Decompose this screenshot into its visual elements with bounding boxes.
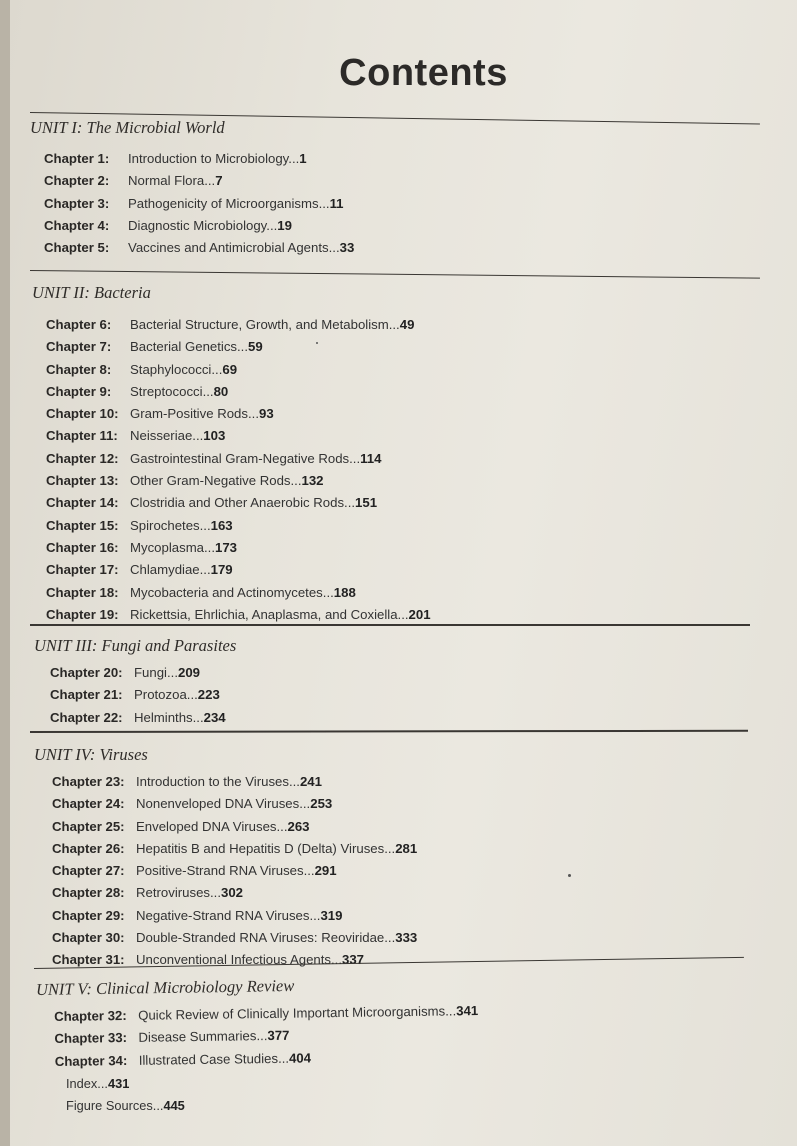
back-matter-entry[interactable] bbox=[66, 1095, 185, 1117]
chapter-title: Rickettsia, Ehrlichia, Anaplasma, and Coxiella... bbox=[130, 606, 409, 622]
chapter-number: Chapter 20: bbox=[50, 665, 123, 680]
chapter-number: Chapter 10: bbox=[46, 406, 119, 422]
chapter-number: Chapter 9: bbox=[46, 383, 112, 399]
chapter-page: 341 bbox=[456, 1003, 479, 1019]
chapter-page: 188 bbox=[333, 584, 356, 600]
chapter-number: Chapter 1: bbox=[44, 151, 110, 166]
chapter-number: Chapter 25: bbox=[52, 818, 125, 834]
chapter-number: Chapter 19: bbox=[46, 606, 119, 622]
chapter-page: 223 bbox=[197, 687, 220, 703]
chapter-number: Chapter 22: bbox=[50, 709, 123, 725]
chapter-entry[interactable] bbox=[44, 215, 354, 237]
chapter-entry[interactable] bbox=[52, 816, 417, 838]
unit-divider bbox=[30, 270, 760, 279]
chapter-title: Chlamydiae... bbox=[130, 562, 211, 578]
contents-page bbox=[10, 0, 797, 1146]
chapter-page: 69 bbox=[222, 361, 238, 377]
chapter-page: 201 bbox=[408, 606, 431, 622]
chapter-entry[interactable] bbox=[55, 1045, 479, 1073]
chapter-page: 33 bbox=[339, 240, 355, 256]
chapter-entry[interactable] bbox=[50, 707, 226, 729]
chapter-page: 114 bbox=[360, 450, 382, 466]
chapter-title: Gastrointestinal Gram-Negative Rods... bbox=[130, 450, 361, 466]
unit-divider bbox=[30, 624, 750, 626]
chapter-number: Chapter 13: bbox=[46, 473, 119, 489]
chapter-page: 151 bbox=[355, 495, 378, 511]
chapter-entry[interactable] bbox=[46, 559, 431, 581]
chapter-title: Hepatitis B and Hepatitis D (Delta) Viruses... bbox=[136, 840, 396, 856]
chapter-page: 253 bbox=[310, 796, 333, 812]
chapter-page: 281 bbox=[395, 840, 418, 856]
chapter-page: 19 bbox=[277, 217, 292, 233]
chapter-number: Chapter 7: bbox=[46, 339, 112, 355]
chapter-title: Streptococci... bbox=[130, 383, 214, 399]
chapter-number: Chapter 24: bbox=[52, 796, 125, 812]
chapter-number: Chapter 33: bbox=[54, 1030, 128, 1047]
chapter-entry[interactable] bbox=[46, 359, 431, 381]
chapter-list bbox=[52, 771, 417, 972]
chapter-title: Retroviruses... bbox=[136, 885, 222, 901]
back-matter-title: Figure Sources... bbox=[66, 1098, 164, 1113]
chapter-entry[interactable] bbox=[50, 684, 226, 706]
chapter-entry[interactable] bbox=[44, 170, 354, 192]
chapter-number: Chapter 6: bbox=[46, 317, 112, 332]
chapter-number: Chapter 21: bbox=[50, 687, 123, 703]
chapter-title: Vaccines and Antimicrobial Agents... bbox=[128, 240, 340, 256]
chapter-page: 7 bbox=[215, 173, 223, 189]
chapter-page: 241 bbox=[299, 774, 322, 789]
chapter-title: Bacterial Structure, Growth, and Metabolism... bbox=[130, 317, 400, 332]
chapter-number: Chapter 30: bbox=[52, 930, 125, 946]
chapter-title: Unconventional Infectious Agents... bbox=[136, 952, 343, 968]
chapter-number: Chapter 8: bbox=[46, 361, 112, 377]
chapter-title: Normal Flora... bbox=[128, 173, 216, 189]
chapter-entry[interactable] bbox=[44, 193, 354, 215]
chapter-page: 404 bbox=[288, 1050, 312, 1066]
chapter-title: Double-Stranded RNA Viruses: Reoviridae... bbox=[136, 930, 396, 946]
chapter-entry[interactable] bbox=[46, 470, 431, 492]
chapter-title: Fungi... bbox=[134, 665, 178, 680]
chapter-entry[interactable] bbox=[44, 237, 354, 259]
back-matter-entry[interactable] bbox=[66, 1073, 185, 1095]
chapter-entry[interactable] bbox=[50, 662, 226, 684]
chapter-number: Chapter 23: bbox=[52, 774, 125, 789]
chapter-page: 319 bbox=[320, 907, 343, 923]
chapter-title: Pathogenicity of Microorganisms... bbox=[128, 195, 330, 211]
chapter-page: 163 bbox=[210, 517, 233, 533]
chapter-title: Helminths... bbox=[134, 709, 204, 725]
unit-heading: UNIT V: Clinical Microbiology Review bbox=[35, 975, 295, 999]
chapter-title: Staphylococci... bbox=[130, 361, 223, 377]
chapter-number: Chapter 18: bbox=[46, 584, 119, 600]
chapter-page: 377 bbox=[267, 1028, 290, 1044]
chapter-title: Nonenveloped DNA Viruses... bbox=[136, 796, 311, 812]
chapter-number: Chapter 14: bbox=[46, 495, 119, 511]
chapter-title: Positive-Strand RNA Viruses... bbox=[136, 863, 315, 879]
chapter-entry[interactable] bbox=[46, 537, 431, 559]
chapter-page: 49 bbox=[399, 317, 415, 332]
chapter-number: Chapter 15: bbox=[46, 517, 119, 533]
chapter-number: Chapter 3: bbox=[44, 195, 110, 211]
chapter-entry[interactable] bbox=[46, 381, 431, 403]
chapter-number: Chapter 5: bbox=[44, 240, 110, 256]
chapter-entry[interactable] bbox=[52, 860, 417, 882]
chapter-title: Introduction to Microbiology... bbox=[128, 151, 300, 166]
chapter-title: Quick Review of Clinically Important Microorganisms... bbox=[138, 1003, 457, 1023]
chapter-number: Chapter 17: bbox=[46, 562, 119, 578]
chapter-entry[interactable] bbox=[46, 604, 431, 626]
chapter-list bbox=[44, 148, 354, 259]
unit-heading: UNIT IV: Viruses bbox=[34, 745, 148, 764]
chapter-title: Gram-Positive Rods... bbox=[130, 406, 259, 422]
chapter-title: Neisseriae... bbox=[130, 428, 204, 444]
chapter-page: 337 bbox=[342, 952, 365, 968]
chapter-title: Negative-Strand RNA Viruses... bbox=[136, 907, 321, 923]
chapter-entry[interactable] bbox=[46, 425, 431, 447]
chapter-number: Chapter 12: bbox=[46, 450, 119, 466]
unit-heading: UNIT II: Bacteria bbox=[32, 283, 151, 302]
chapter-entry[interactable] bbox=[52, 771, 417, 793]
chapter-page: 80 bbox=[213, 383, 229, 399]
chapter-number: Chapter 26: bbox=[52, 840, 125, 856]
chapter-entry[interactable] bbox=[46, 403, 431, 425]
chapter-title: Clostridia and Other Anaerobic Rods... bbox=[130, 495, 356, 511]
chapter-entry[interactable] bbox=[52, 927, 417, 949]
chapter-number: Chapter 31: bbox=[52, 952, 125, 968]
chapter-page: 173 bbox=[215, 539, 238, 555]
chapter-title: Spirochetes... bbox=[130, 517, 211, 533]
chapter-title: Other Gram-Negative Rods... bbox=[130, 473, 302, 489]
chapter-page: 302 bbox=[221, 885, 244, 901]
chapter-page: 291 bbox=[314, 863, 337, 879]
chapter-number: Chapter 16: bbox=[46, 539, 119, 555]
chapter-number: Chapter 28: bbox=[52, 885, 125, 901]
chapter-page: 333 bbox=[395, 930, 418, 946]
unit-heading: UNIT III: Fungi and Parasites bbox=[34, 636, 237, 655]
chapter-entry[interactable] bbox=[52, 949, 417, 971]
chapter-entry[interactable] bbox=[44, 148, 354, 170]
chapter-page: 234 bbox=[203, 709, 226, 725]
chapter-page: 263 bbox=[287, 818, 310, 834]
chapter-list bbox=[50, 662, 226, 729]
unit-divider bbox=[30, 730, 748, 733]
chapter-page: 132 bbox=[301, 473, 324, 489]
chapter-number: Chapter 11: bbox=[46, 428, 118, 444]
chapter-entry[interactable] bbox=[52, 905, 417, 927]
chapter-number: Chapter 34: bbox=[54, 1052, 128, 1069]
chapter-entry[interactable] bbox=[52, 882, 417, 904]
chapter-title: Mycoplasma... bbox=[130, 539, 216, 555]
chapter-page: 59 bbox=[248, 339, 263, 355]
chapter-page: 209 bbox=[177, 665, 200, 680]
chapter-entry[interactable] bbox=[52, 838, 417, 860]
chapter-title: Introduction to the Viruses... bbox=[136, 774, 300, 789]
chapter-entry[interactable] bbox=[46, 448, 431, 470]
chapter-title: Disease Summaries... bbox=[138, 1028, 268, 1046]
chapter-page: 1 bbox=[299, 151, 307, 166]
chapter-number: Chapter 2: bbox=[44, 173, 110, 189]
chapter-title: Bacterial Genetics... bbox=[130, 339, 249, 355]
chapter-title: Protozoa... bbox=[134, 687, 198, 703]
chapter-page: 11 bbox=[329, 195, 344, 211]
chapter-number: Chapter 29: bbox=[52, 907, 125, 923]
chapter-entry[interactable] bbox=[46, 336, 431, 358]
page-title: Contents bbox=[339, 52, 508, 94]
back-matter-page: 431 bbox=[107, 1076, 130, 1091]
chapter-title: Illustrated Case Studies... bbox=[138, 1050, 290, 1068]
chapter-entry[interactable] bbox=[46, 515, 431, 537]
back-matter-list bbox=[66, 1073, 185, 1117]
chapter-page: 103 bbox=[203, 428, 226, 444]
chapter-entry[interactable] bbox=[46, 582, 431, 604]
chapter-number: Chapter 4: bbox=[44, 217, 110, 233]
paper-speck bbox=[316, 342, 318, 344]
chapter-title: Diagnostic Microbiology... bbox=[128, 217, 278, 233]
chapter-entry[interactable] bbox=[46, 492, 431, 514]
chapter-title: Enveloped DNA Viruses... bbox=[136, 818, 288, 834]
back-matter-page: 445 bbox=[163, 1098, 185, 1113]
chapter-number: Chapter 32: bbox=[54, 1007, 127, 1024]
chapter-page: 179 bbox=[210, 562, 233, 578]
chapter-entry[interactable] bbox=[46, 314, 431, 336]
chapter-entry[interactable] bbox=[52, 793, 417, 815]
chapter-list bbox=[46, 314, 431, 626]
chapter-number: Chapter 27: bbox=[52, 863, 125, 879]
back-matter-title: Index... bbox=[66, 1076, 108, 1091]
paper-speck bbox=[568, 874, 571, 877]
unit-heading: UNIT I: The Microbial World bbox=[30, 118, 225, 137]
chapter-list bbox=[54, 1000, 479, 1073]
chapter-page: 93 bbox=[258, 406, 274, 422]
chapter-title: Mycobacteria and Actinomycetes... bbox=[130, 584, 334, 600]
